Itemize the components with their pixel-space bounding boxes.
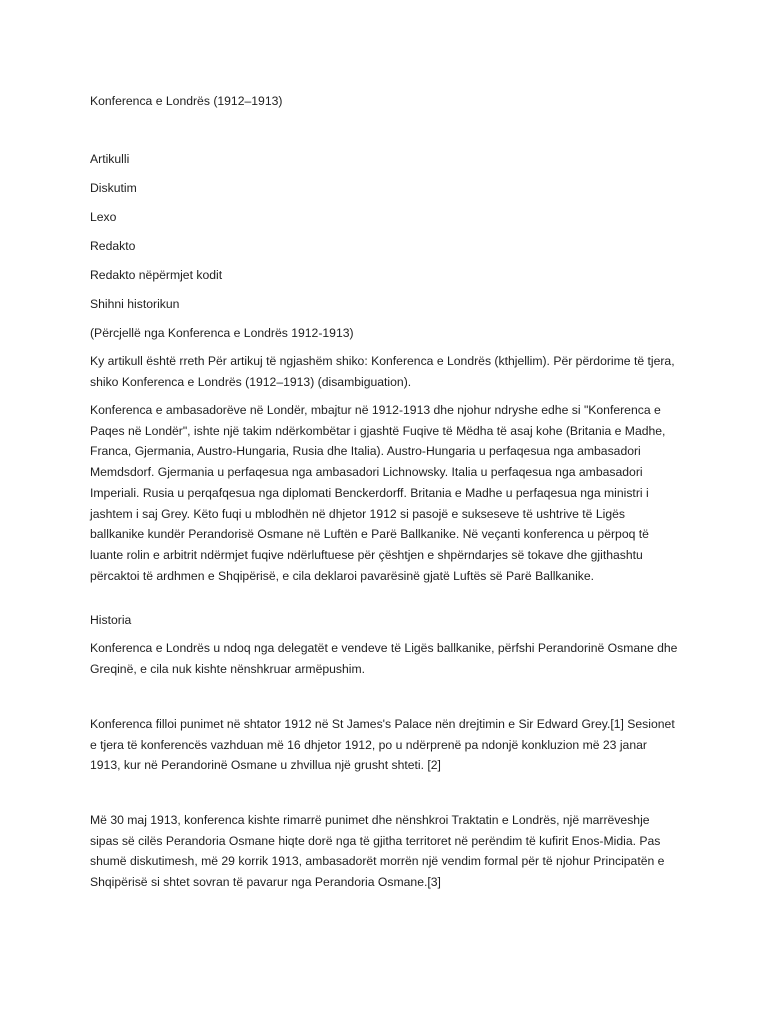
intro-paragraph: Konferenca e ambasadorëve në Londër, mbajtur në 1912-1913 dhe njohur ndryshe edhe si "Konferenca e Paqes në Londër", ishte një takim ndërkombëtar i gjashtë Fuqive të Mëdha të asaj kohe (Britania e Madhe, Franca, Gjermania, Austro-Hungaria, Rusia dhe Italia). Austro-Hungaria u perfaqesua nga ambasadori Memdsdorf. Gjermania u perfaqesua nga ambasadori Lichnowsky. Italia u perfaqesua nga ambasadori Imperiali. Rusia u perqafqesua nga diplomati Benckerdorff. Britania e Madhe u perfaqesua nga ministri i jashtem i saj Grey. Këto fuqi u mblodhën në dhjetor 1912 si pasojë e sukseseve të ushtrive të Ligës ballkanike kundër Perandorisë Osmane në Luftën e Parë Ballkanike. Në veçanti konferenca u përpoq të luante rolin e arbitrit ndërmjet fuqive ndërluftuese për çështjen e shpërndarjes së tokave dhe gjithashtu përcaktoi të ardhmen e Shqipërisë, e cila deklaroi pavarësinë gjatë Luftës së Parë Ballkanike. bbox=[90, 403, 666, 583]
nav-item-artikulli[interactable]: Artikulli bbox=[90, 152, 130, 166]
nav-item-lexo[interactable]: Lexo bbox=[90, 210, 117, 224]
nav-item-redakto[interactable]: Redakto bbox=[90, 239, 136, 253]
redirect-note: (Përcjellë nga Konferenca e Londrës 1912-1913) bbox=[90, 326, 354, 340]
nav-item-redakto-kodit[interactable]: Redakto nëpërmjet kodit bbox=[90, 268, 223, 282]
nav-item-historiku[interactable]: Shihni historikun bbox=[90, 297, 180, 311]
history-paragraph-1: Konferenca e Londrës u ndoq nga delegatët e vendeve të Ligës ballkanike, përfshi Perandorinë Osmane dhe Greqinë, e cila nuk kishte nënshkruar armëpushim. bbox=[90, 641, 678, 676]
hatnote: Ky artikull është rreth Për artikuj të ngjashëm shiko: Konferenca e Londrës (kthjellim). Për përdorime të tjera, shiko Konferenca e Londrës (1912–1913) (disambiguation). bbox=[90, 354, 675, 389]
history-paragraph-2: Konferenca filloi punimet në shtator 1912 në St James's Palace nën drejtimin e Sir Edward Grey.[1] Sesionet e tjera të konferencës vazhduan më 16 dhjetor 1912, po u ndërprenë pa ndonjë konkluzion më 23 janar 1913, kur në Perandorinë Osmane u zhvillua një grusht shteti. [2] bbox=[90, 717, 675, 773]
history-paragraph-3: Më 30 maj 1913, konferenca kishte rimarrë punimet dhe nënshkroi Traktatin e Londrës, një marrëveshje sipas së cilës Perandoria Osmane hiqte dorë nga të gjitha territoret në perëndim të kufirit Enos-Midia. Pas shumë diskutimesh, më 29 korrik 1913, ambasadorët morrën një vendim formal për të njohur Principatën e Shqipërisë si shtet sovran të pavarur nga Perandoria Osmane.[3] bbox=[90, 813, 665, 890]
nav-item-diskutim[interactable]: Diskutim bbox=[90, 181, 137, 195]
section-heading-historia: Historia bbox=[90, 613, 132, 627]
page-title: Konferenca e Londrës (1912–1913) bbox=[90, 94, 283, 108]
